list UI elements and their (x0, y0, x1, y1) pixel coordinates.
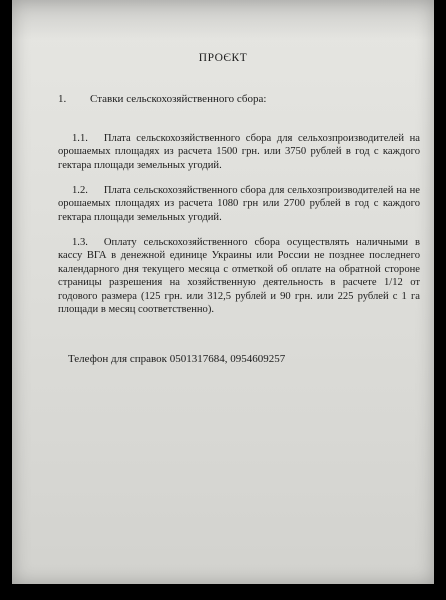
contact-phone-line: Телефон для справок 0501317684, 0954609257 (68, 353, 286, 365)
clause-text: Плата сельскохозяйственного сбора для сельхозпроизводителей на не орошаемых площадях из расчета 1080 грн или 2700 рублей в год с каждого гектара площади земельных угодий. (58, 185, 420, 223)
section-label: Ставки сельскохозяйственного сбора: (90, 93, 267, 105)
clause-number: 1.2. (72, 185, 88, 196)
section-number: 1. (58, 93, 67, 105)
clause-number: 1.3. (72, 237, 88, 248)
clause-text: Оплату сельскохозяйственного сбора осуществлять наличными в кассу ВГА в денежной единице Украины или России не позднее последнего календарного дня текущего месяца с отметкой об оплате на обратной стороне страницы разрешения на хозяйственную деятельность в расчете 1/12 от годового размера (125 грн. или 312,5 рублей и 90 грн. или 225 рублей с 1 га площади в месяц соответственно). (58, 237, 420, 316)
document-page (12, 0, 434, 584)
section-heading (58, 93, 266, 105)
clause-text: Плата сельскохозяйственного сбора для сельхозпроизводителей на орошаемых площадях из расчета 1500 грн. или 3750 рублей в год с каждого гектара площади земельных угодий. (58, 133, 420, 171)
document-title: ПРОЄКТ (198, 52, 248, 64)
bottom-black-bar (0, 584, 446, 600)
clause-1-1 (58, 132, 420, 172)
clause-1-2 (58, 184, 420, 224)
clause-number: 1.1. (72, 133, 88, 144)
clause-1-3 (58, 236, 420, 316)
